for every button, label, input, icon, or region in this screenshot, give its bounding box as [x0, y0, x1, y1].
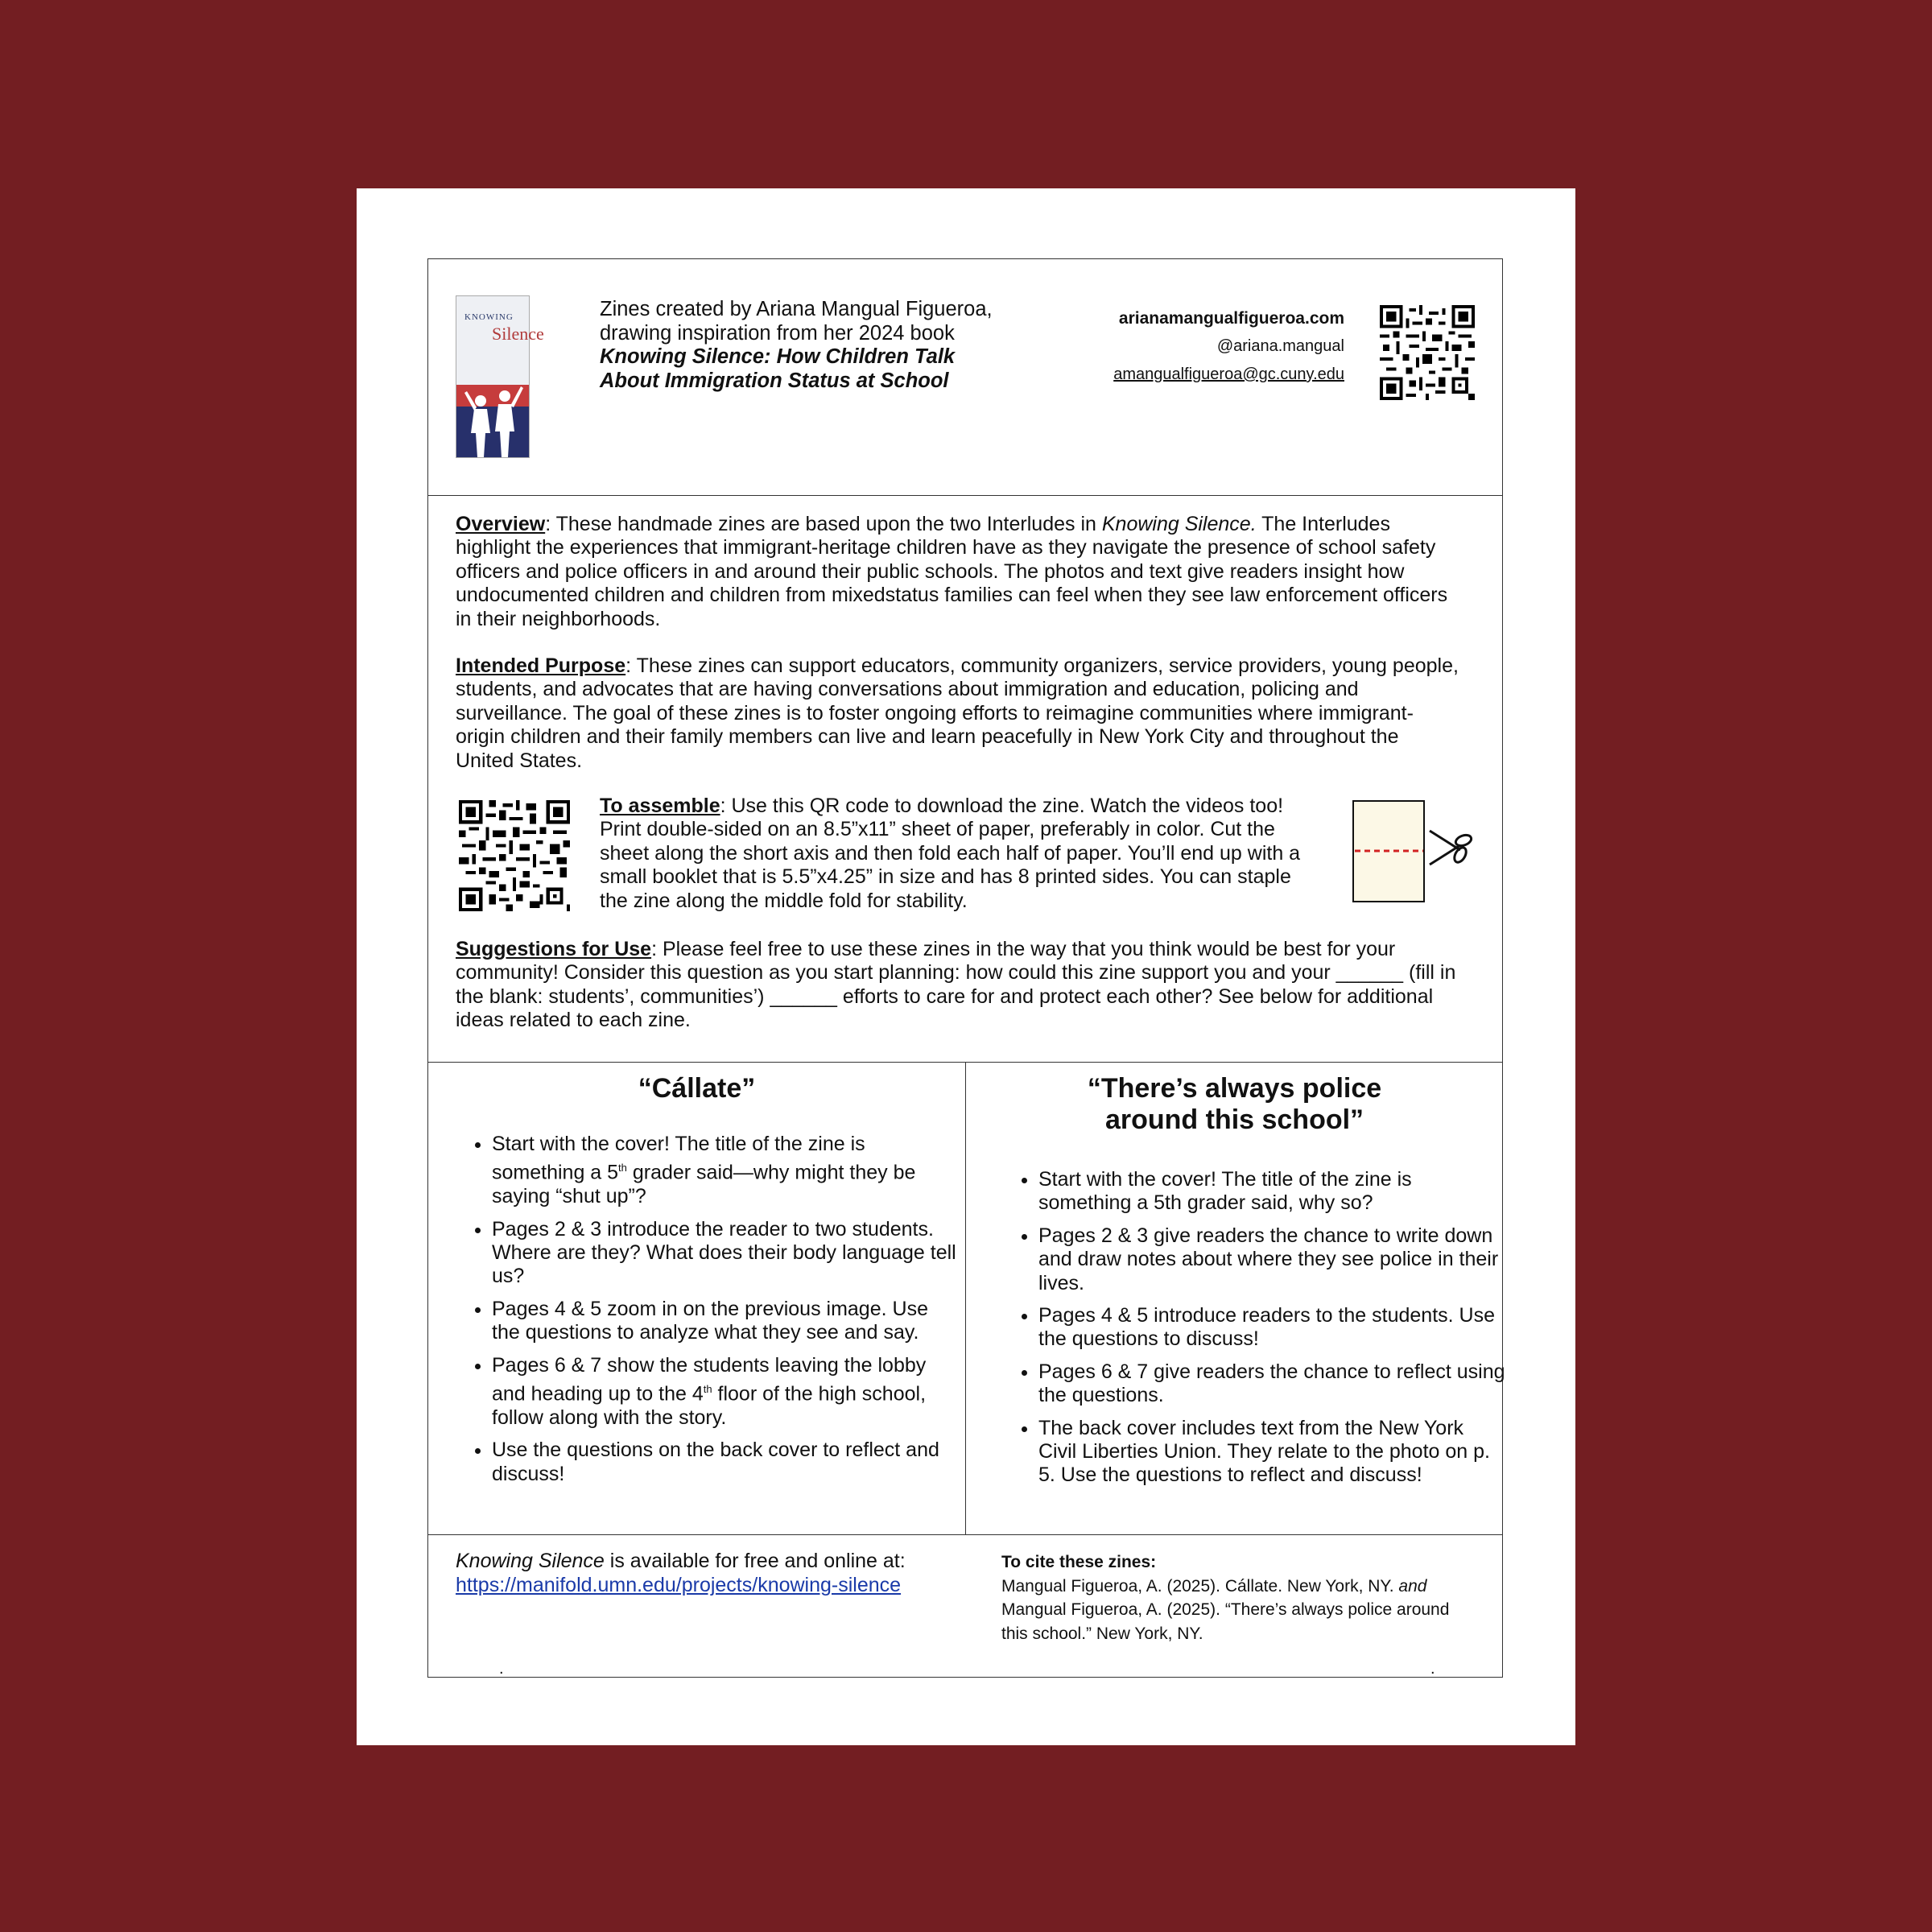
- book-title-line-2: About Immigration Status at School: [600, 369, 949, 392]
- zine2-tips-list: [1002, 1168, 1505, 1496]
- footer-divider: [428, 1534, 1502, 1535]
- book-title-inline: Knowing Silence.: [1101, 513, 1257, 535]
- cover-title-knowing: KNOWING: [464, 312, 514, 322]
- content-frame: [427, 258, 1503, 1678]
- assemble-paragraph: To assemble: Use this QR code to download the zine. Watch the videos too! Print double-sided on an 8.5”x11” sheet of paper, preferably in color. Cut the sheet along the short axis and then fold each half of paper. You’ll end up with a small booklet that is 5.5”x4.25” in size and has 8 printed sides. You can staple the zine along the middle fold for stability.: [600, 795, 1301, 912]
- zine1-title: “Cállate”: [638, 1073, 756, 1104]
- overview-paragraph: Overview: These handmade zines are based upon the two Interludes in Knowing Silence. The Interludes highlight the experiences that immigrant-heritage children have as they navigate the presence of school safety officers and police officers in and around their public schools. The photos and text give readers insight how undocumented children and children from mixedstatus families can feel when they see law enforcement officers in their neighborhoods.: [456, 513, 1448, 630]
- intro-line-1: Zines created by Ariana Mangual Figueroa,: [600, 298, 993, 320]
- suggestions-label: Suggestions for Use: [456, 938, 652, 960]
- email-link[interactable]: amangualfigueroa@gc.cuny.edu: [1113, 365, 1344, 383]
- book-title-line-1: Knowing Silence: How Children Talk: [600, 345, 956, 368]
- header-divider: [428, 495, 1502, 496]
- list-item: • Pages 6 & 7 show the students leaving the lobby and heading up to the 4th floor of the high school, follow along with the story.: [492, 1354, 959, 1430]
- intro-line-2: drawing inspiration from her 2024 book: [600, 321, 955, 345]
- list-item: • Pages 2 & 3 give readers the chance to write down and draw notes about where they see police in their lives.: [1038, 1224, 1505, 1295]
- list-item: • Use the questions on the back cover to reflect and discuss!: [492, 1439, 959, 1486]
- page-mark: .: [499, 1660, 504, 1678]
- list-item: • Pages 2 & 3 introduce the reader to two students. Where are they? What does their body language tell us?: [492, 1218, 959, 1289]
- list-item: • Start with the cover! The title of the zine is something a 5th grader said, why so?: [1038, 1168, 1505, 1216]
- list-item: • Pages 4 & 5 zoom in on the previous image. Use the questions to analyze what they see and say.: [492, 1298, 959, 1345]
- citation-2: Mangual Figueroa, A. (2025). “There’s always police around this school.” New York, NY.: [1001, 1600, 1450, 1643]
- list-item: • Start with the cover! The title of the zine is something a 5th grader said—why might they be saying “shut up”?: [492, 1133, 959, 1209]
- purpose-label: Intended Purpose: [456, 654, 626, 677]
- website-link[interactable]: arianamangualfigueroa.com: [1118, 309, 1344, 328]
- handout-page: [357, 188, 1575, 1745]
- list-item: • The back cover includes text from the New York Civil Liberties Union. They relate to the photo on p. 5. Use the questions to reflect and discuss!: [1038, 1417, 1505, 1488]
- scissors-icon: [1428, 823, 1476, 871]
- book-url-link[interactable]: https://manifold.umn.edu/projects/knowing-silence: [456, 1574, 902, 1596]
- page-mark: .: [1430, 1660, 1435, 1678]
- contact-info: [1113, 304, 1344, 389]
- intro-text: [600, 298, 1051, 393]
- qr-code-icon[interactable]: [459, 800, 570, 911]
- suggestions-paragraph: Suggestions for Use: Please feel free to use these zines in the way that you think would be best for your community! Consider this question as you start planning: how could this zine support you and your ______ (fill in the blank: students’, communities’) ______ efforts to care for and protect each other? See below for additional ideas related to each zine.: [456, 938, 1456, 1032]
- paper-sheet-icon: [1352, 800, 1425, 902]
- citation-block: [1001, 1550, 1476, 1645]
- list-item: • Pages 4 & 5 introduce readers to the students. Use the questions to discuss!: [1038, 1304, 1505, 1352]
- qr-code-icon[interactable]: [1380, 305, 1475, 400]
- overview-label: Overview: [456, 513, 546, 535]
- purpose-paragraph: Intended Purpose: These zines can support educators, community organizers, service providers, young people, students, and advocates that are having conversations about immigration and education, policing and surveillance. The goal of these zines is to foster ongoing efforts to reimagine communities where immigrant-origin children and their family members can live and learn peacefully in New York City and throughout the United States.: [456, 654, 1459, 772]
- book-title-inline: Knowing Silence: [456, 1550, 605, 1572]
- cover-title-silence: Silence: [492, 324, 544, 344]
- book-cover-image: [456, 295, 544, 458]
- citation-1: Mangual Figueroa, A. (2025). Cállate. New York, NY. and: [1001, 1576, 1427, 1596]
- children-silhouette-icon: [456, 369, 529, 457]
- assemble-label: To assemble: [600, 795, 720, 817]
- list-item: • Pages 6 & 7 give readers the chance to reflect using the questions.: [1038, 1360, 1505, 1408]
- availability-note: Knowing Silence is available for free and online at: https://manifold.umn.edu/projects/knowing-silence: [456, 1550, 906, 1596]
- zine1-tips-list: [456, 1133, 959, 1495]
- citation-heading: To cite these zines:: [1001, 1553, 1157, 1571]
- zine2-title: “There’s always police around this school”: [1087, 1073, 1382, 1135]
- social-handle: @ariana.mangual: [1216, 337, 1344, 355]
